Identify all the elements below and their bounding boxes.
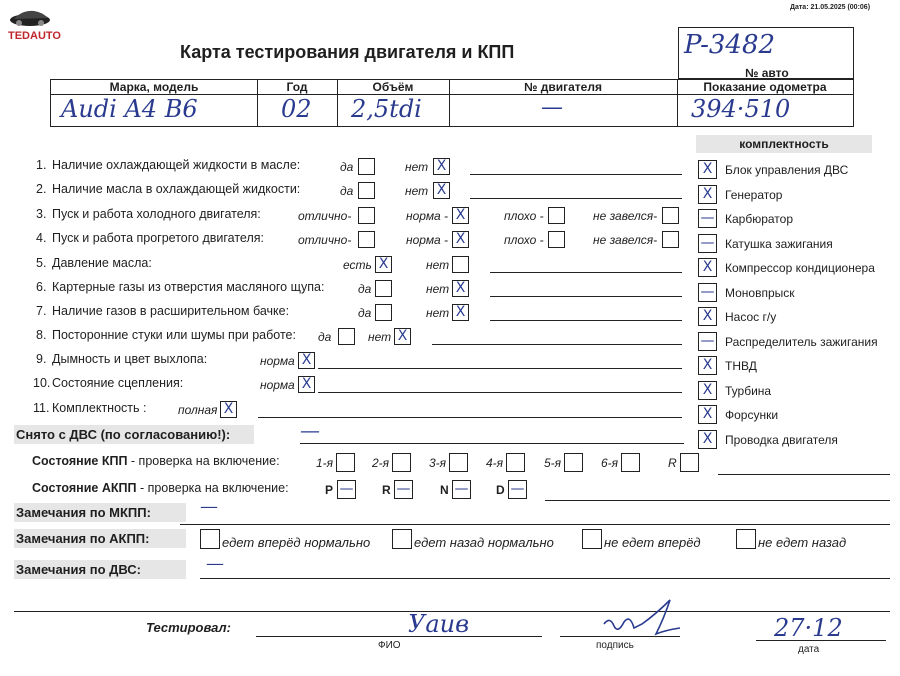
gear-checkbox[interactable] <box>506 453 525 472</box>
answer-line <box>318 368 682 369</box>
question-text: Состояние сцепления: <box>52 376 184 390</box>
question-text: Пуск и работа прогретого двигателя: <box>52 231 264 245</box>
option-label: нет <box>368 330 392 344</box>
answer-net-checkbox[interactable]: X <box>433 182 450 199</box>
kit-item-checkbox[interactable]: — <box>698 332 717 351</box>
answer-line <box>258 417 682 418</box>
question-text: 6. <box>36 280 47 294</box>
kit-item-label: Генератор <box>725 187 783 202</box>
manual-remarks-value: — <box>200 496 218 517</box>
kit-item-checkbox[interactable]: X <box>698 258 717 277</box>
answer-bad-checkbox[interactable] <box>548 207 565 224</box>
answer-net-checkbox[interactable] <box>452 256 469 273</box>
kit-item-checkbox[interactable]: — <box>698 209 717 228</box>
tester-name: Уаив <box>408 610 470 638</box>
question-text: 7. <box>36 304 47 318</box>
auto-remark-option: едет вперёд нормально <box>222 535 371 550</box>
kit-item-label: Проводка двигателя <box>725 432 838 447</box>
kit-item-checkbox[interactable]: X <box>698 405 717 424</box>
signature-label: подпись <box>596 640 634 651</box>
option-label: норма - <box>406 233 449 247</box>
kit-item-label: Распределитель зажигания <box>725 334 878 349</box>
kit-item-checkbox[interactable]: X <box>698 430 717 449</box>
kit-item-label: Моновпрыск <box>725 285 795 300</box>
option-label: не завелся- <box>593 233 658 247</box>
kit-title: комплектность <box>696 135 872 153</box>
engine-value: — <box>541 95 563 120</box>
odometer-value: 394·510 <box>691 95 791 123</box>
gear-checkbox[interactable] <box>680 453 699 472</box>
question-text: 10. <box>33 376 51 390</box>
auto-remark-option: едет назад нормально <box>414 535 554 550</box>
answer-full-checkbox[interactable]: X <box>220 401 237 418</box>
option-label: нет <box>426 258 450 272</box>
question-text: 3. <box>36 207 47 221</box>
kit-item-checkbox[interactable]: X <box>698 307 717 326</box>
manual-remarks-label: Замечания по МКПП: <box>14 503 186 522</box>
option-label: да <box>340 160 354 174</box>
answer-da-checkbox[interactable] <box>338 328 355 345</box>
kit-item-label: Карбюратор <box>725 212 794 226</box>
date-label: дата <box>798 644 820 655</box>
vehicle-table <box>50 79 854 127</box>
answer-da-checkbox[interactable] <box>375 304 392 321</box>
auto-gearbox-suffix: - проверка на включение: <box>139 481 289 495</box>
answer-net-checkbox[interactable]: X <box>433 158 450 175</box>
answer-no-start-checkbox[interactable] <box>662 207 679 224</box>
logo <box>4 6 62 44</box>
col-odometer: Показание одометра <box>703 80 827 94</box>
tested-label: Тестировал: <box>146 620 231 635</box>
auto-position-checkbox[interactable]: — <box>394 480 413 499</box>
col-engine: № двигателя <box>524 80 602 94</box>
option-label: нет <box>426 306 450 320</box>
kit-item-label: Блок управления ДВС <box>725 163 849 177</box>
gear-label: 5-я <box>544 456 562 470</box>
gear-label: 3-я <box>429 456 447 470</box>
volume-value: 2,5tdi <box>351 95 422 123</box>
option-label: норма <box>260 354 295 368</box>
removed-value: — <box>300 418 320 442</box>
question-text: 1. <box>36 158 47 172</box>
answer-line <box>490 320 682 321</box>
question-text: Наличие масла в охлаждающей жидкости: <box>52 182 301 196</box>
kit-item-label: Форсунки <box>725 408 779 422</box>
gear-label: 2-я <box>372 456 390 470</box>
answer-line <box>470 198 682 199</box>
option-label: полная <box>178 403 218 417</box>
engine-remarks-value: — <box>206 553 224 574</box>
question-text: 2. <box>36 182 47 196</box>
auto-position-checkbox[interactable]: — <box>508 480 527 499</box>
answer-bad-checkbox[interactable] <box>548 231 565 248</box>
car-number-value: P-3482 <box>684 30 776 60</box>
answer-normal-checkbox[interactable]: X <box>452 207 469 224</box>
gear-checkbox[interactable] <box>449 453 468 472</box>
logo-text: TEDAUTO <box>8 30 61 42</box>
answer-normal-checkbox[interactable]: X <box>298 376 315 393</box>
print-date: Дата: 21.05.2025 (00:06) <box>790 4 871 11</box>
answer-excellent-checkbox[interactable] <box>358 231 375 248</box>
test-date: 27·12 <box>774 614 843 642</box>
auto-position-checkbox[interactable]: — <box>452 480 471 499</box>
question-text: Комплектность : <box>52 401 147 415</box>
question-text: Дымность и цвет выхлопа: <box>52 352 208 366</box>
auto-gearbox-label: Состояние АКПП <box>32 481 137 495</box>
option-label: норма <box>260 378 295 392</box>
option-label: да <box>340 184 354 198</box>
question-text: Наличие охлаждающей жидкости в масле: <box>52 158 301 172</box>
removed-label: Снято с ДВС (по согласованию!): <box>14 425 254 444</box>
question-text: 9. <box>36 352 47 366</box>
question-text: 5. <box>36 256 47 270</box>
answer-da-checkbox[interactable] <box>375 280 392 297</box>
gear-checkbox[interactable] <box>336 453 355 472</box>
kit-item-checkbox[interactable]: — <box>698 283 717 302</box>
question-text: Давление масла: <box>52 256 152 270</box>
auto-remark-checkbox[interactable] <box>200 529 220 549</box>
auto-position-label: P <box>325 483 334 497</box>
gear-label: R <box>668 456 677 470</box>
manual-gearbox-suffix: - проверка на включение: <box>130 454 280 468</box>
question-text: Наличие газов в расширительном бачке: <box>52 304 290 318</box>
answer-normal-checkbox[interactable]: X <box>452 231 469 248</box>
col-year: Год <box>286 80 308 94</box>
col-make: Марка, модель <box>109 80 199 94</box>
year-value: 02 <box>281 95 312 123</box>
answer-no-start-checkbox[interactable] <box>662 231 679 248</box>
answer-line <box>318 392 682 393</box>
option-label: нет <box>405 160 429 174</box>
option-label: не завелся- <box>593 209 658 223</box>
page-title: Карта тестирования двигателя и КПП <box>180 42 515 62</box>
auto-position-label: N <box>440 483 449 497</box>
answer-yes-checkbox[interactable]: X <box>375 256 392 273</box>
answer-normal-checkbox[interactable]: X <box>298 352 315 369</box>
answer-da-checkbox[interactable] <box>358 158 375 175</box>
gear-label: 4-я <box>486 456 504 470</box>
option-label: да <box>318 330 332 344</box>
auto-remarks-label: Замечания по АКПП: <box>14 529 186 548</box>
option-label: да <box>358 306 372 320</box>
auto-position-checkbox[interactable]: — <box>337 480 356 499</box>
gear-checkbox[interactable] <box>564 453 583 472</box>
answer-line <box>490 296 682 297</box>
kit-item-label: ТНВД <box>725 359 757 373</box>
gear-label: 6-я <box>601 456 619 470</box>
answer-da-checkbox[interactable] <box>358 182 375 199</box>
auto-gearbox-row <box>32 481 289 495</box>
kit-item-label: Насос г/у <box>725 310 777 324</box>
option-label: отлично- <box>298 233 352 247</box>
engine-remarks-label: Замечания по ДВС: <box>14 560 186 579</box>
answer-line <box>432 344 682 345</box>
answer-net-checkbox[interactable]: X <box>452 280 469 297</box>
manual-gearbox-row <box>32 454 280 468</box>
kit-item-label: Катушка зажигания <box>725 236 833 251</box>
auto-remark-checkbox[interactable] <box>582 529 602 549</box>
option-label: плохо - <box>504 209 544 223</box>
option-label: норма - <box>406 209 449 223</box>
question-text: Картерные газы из отверстия масляного щупа: <box>52 280 325 294</box>
gear-checkbox[interactable] <box>621 453 640 472</box>
auto-remark-checkbox[interactable] <box>736 529 756 549</box>
kit-item-label: Турбина <box>725 383 772 398</box>
fio-label: ФИО <box>378 640 401 651</box>
question-text: Пуск и работа холодного двигателя: <box>52 207 261 221</box>
make-value: Audi A4 B6 <box>61 95 198 123</box>
car-logo-icon <box>8 6 52 28</box>
answer-net-checkbox[interactable]: X <box>452 304 469 321</box>
option-label: нет <box>426 282 450 296</box>
auto-position-label: D <box>496 483 505 497</box>
gear-checkbox[interactable] <box>392 453 411 472</box>
auto-remark-option: не едет назад <box>758 535 847 550</box>
gear-label: 1-я <box>316 456 334 470</box>
answer-line <box>490 272 682 273</box>
kit-item-checkbox[interactable]: X <box>698 185 717 204</box>
manual-gearbox-label: Состояние КПП <box>32 454 128 468</box>
question-text: Посторонние стуки или шумы при работе: <box>52 328 296 342</box>
kit-item-checkbox[interactable]: X <box>698 381 717 400</box>
answer-excellent-checkbox[interactable] <box>358 207 375 224</box>
auto-remark-checkbox[interactable] <box>392 529 412 549</box>
option-label: отлично- <box>298 209 352 223</box>
option-label: да <box>358 282 372 296</box>
auto-remark-option: не едет вперёд <box>604 535 701 550</box>
option-label: плохо - <box>504 233 544 247</box>
option-label: нет <box>405 184 429 198</box>
question-text: 11. <box>33 401 50 415</box>
kit-item-checkbox[interactable]: X <box>698 160 717 179</box>
car-number-label: № авто <box>745 66 789 80</box>
question-text: 4. <box>36 231 47 245</box>
answer-line <box>470 174 682 175</box>
option-label: есть <box>343 258 372 272</box>
kit-item-checkbox[interactable]: — <box>698 234 717 253</box>
auto-position-label: R <box>382 483 391 497</box>
kit-item-checkbox[interactable]: X <box>698 356 717 375</box>
kit-item-label: Компрессор кондиционера <box>725 261 875 275</box>
question-text: 8. <box>36 328 47 342</box>
col-volume: Объём <box>372 80 414 94</box>
answer-net-checkbox[interactable]: X <box>394 328 411 345</box>
